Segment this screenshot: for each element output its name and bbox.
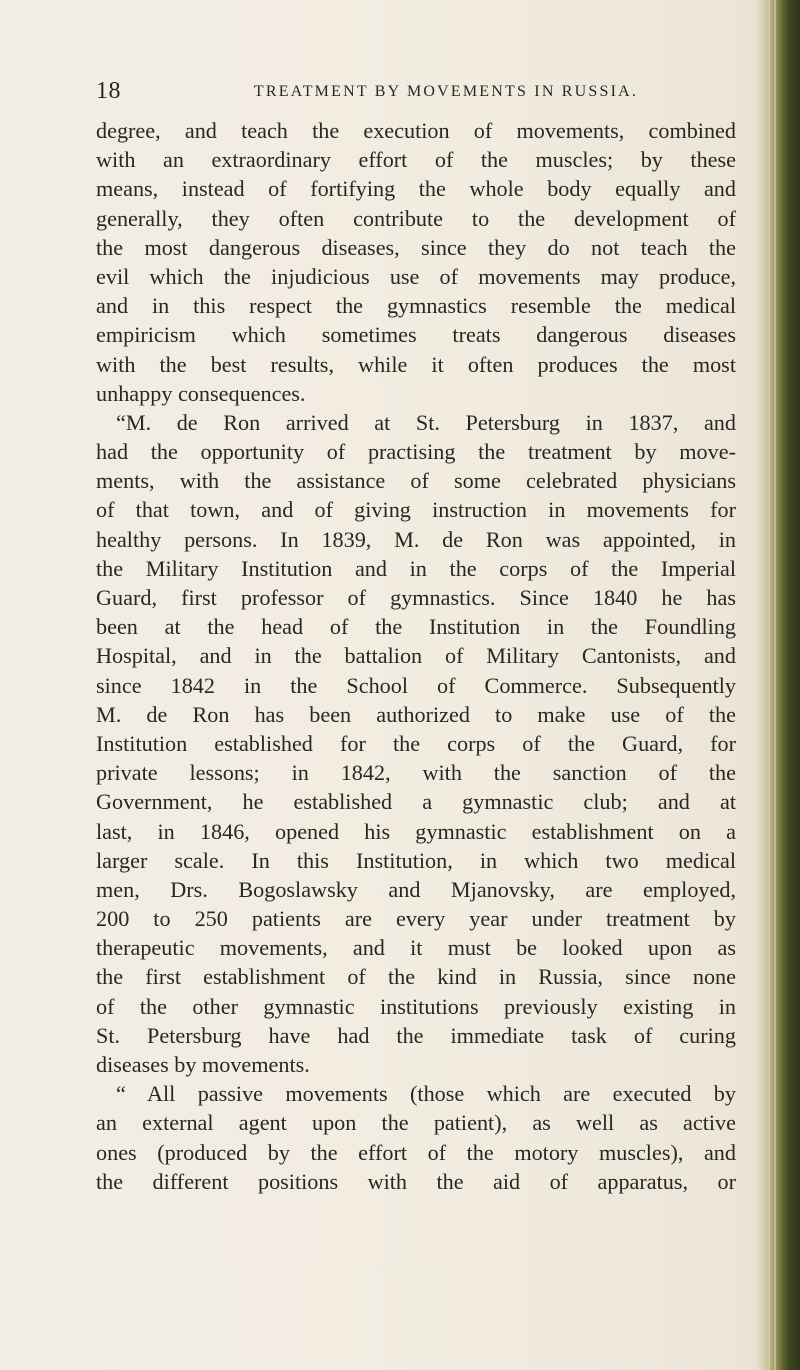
running-head: TREATMENT BY MOVEMENTS IN RUSSIA.	[253, 83, 639, 100]
text-line: larger scale. In this Institution, in which two medical	[96, 847, 736, 873]
text-line: with an extraordinary effort of the muscles; by these	[96, 147, 736, 173]
text-line: Hospital, and in the battalion of Military Cantonists, and	[96, 643, 736, 669]
text-line: Guard, first professor of gymnastics. Since 1840 he has	[96, 585, 736, 610]
text-line: the different positions with the aid of apparatus, or	[96, 1168, 736, 1194]
text-line: the Military Institution and in the corps of the Imperial	[96, 555, 736, 581]
text-line: ments, with the assistance of some celebrated physicians	[96, 468, 736, 494]
text-line: “ All passive movements (those which are executed by	[116, 1081, 736, 1107]
page-edge-line	[774, 0, 776, 1370]
text-line: St. Petersburg have had the immediate task of curing	[96, 1022, 736, 1048]
text-line: of that town, and of giving instruction in movements for	[96, 497, 736, 523]
page-header	[96, 78, 736, 112]
page-edge-shadow	[758, 0, 800, 1370]
text-line: M. de Ron has been authorized to make use of the	[96, 701, 736, 727]
page-number: 18	[96, 78, 121, 104]
text-line: the first establishment of the kind in Russia, since none	[96, 964, 736, 990]
text-line: evil which the injudicious use of movements may produce,	[96, 263, 736, 289]
text-line: been at the head of the Institution in the Foundling	[96, 614, 736, 640]
text-line: had the opportunity of practising the treatment by move-	[96, 439, 736, 465]
text-line: generally, they often contribute to the development of	[96, 205, 736, 231]
text-line: empiricism which sometimes treats dangerous diseases	[96, 322, 736, 348]
text-line: Government, he established a gymnastic club; and at	[96, 789, 736, 815]
text-line: therapeutic movements, and it must be looked upon as	[96, 935, 736, 961]
text-line: means, instead of fortifying the whole body equally and	[96, 176, 736, 202]
text-line: degree, and teach the execution of movements, combined	[96, 118, 736, 143]
text-line: an external agent upon the patient), as well as active	[96, 1110, 736, 1136]
text-line: since 1842 in the School of Commerce. Subsequently	[96, 672, 736, 698]
text-line: ones (produced by the effort of the motory muscles), and	[96, 1139, 736, 1165]
text-line: men, Drs. Bogoslawsky and Mjanovsky, are employed,	[96, 876, 736, 902]
body-text	[96, 116, 736, 1196]
text-line: and in this respect the gymnastics resemble the medical	[96, 293, 736, 319]
page-edge-line	[768, 0, 770, 1370]
text-line: with the best results, while it often produces the most	[96, 351, 736, 377]
text-line: private lessons; in 1842, with the sanction of the	[96, 760, 736, 786]
text-line: healthy persons. In 1839, M. de Ron was appointed, in	[96, 526, 736, 552]
text-line: the most dangerous diseases, since they do not teach the	[96, 234, 736, 260]
text-line: last, in 1846, opened his gymnastic establishment on a	[96, 818, 736, 844]
text-line: Institution established for the corps of the Guard, for	[96, 730, 736, 756]
text-line: of the other gymnastic institutions previously existing in	[96, 993, 736, 1019]
text-line: unhappy consequences.	[96, 380, 306, 406]
text-line: diseases by movements.	[96, 1052, 310, 1077]
text-line: “M. de Ron arrived at St. Petersburg in 1837, and	[116, 409, 736, 435]
text-line: 200 to 250 patients are every year under treatment by	[96, 906, 736, 932]
